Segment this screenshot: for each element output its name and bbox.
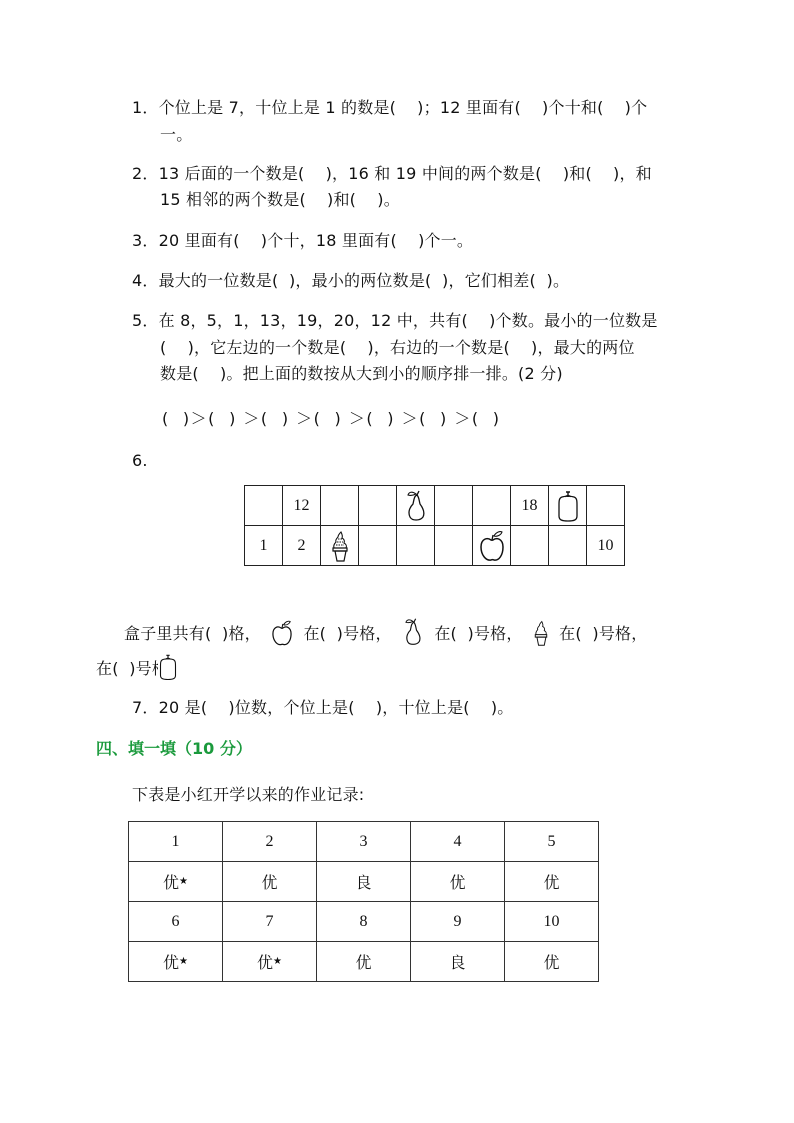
question-6-sentence-line-2 — [96, 652, 182, 682]
pepper-icon — [158, 652, 178, 682]
record-number-cell: 1 — [129, 822, 223, 862]
grade-text: 优 — [355, 953, 372, 972]
question-6-label: 6. — [132, 451, 148, 470]
apple-icon — [270, 619, 294, 647]
record-grade-row — [129, 862, 599, 902]
grid-cell — [473, 486, 511, 526]
ice-cream-icon — [532, 619, 550, 647]
record-number-cell: 5 — [505, 822, 599, 862]
question-5-line-3: 数是( )。把上面的数按从大到小的顺序排一排。(2 分) — [160, 364, 563, 383]
grade-text: 良 — [449, 953, 466, 972]
record-number-cell: 6 — [129, 902, 223, 942]
pear-icon — [403, 489, 429, 523]
record-number-cell: 4 — [411, 822, 505, 862]
grid-cell — [549, 526, 587, 566]
pepper-icon — [556, 489, 580, 523]
grid-cell: 10 — [587, 526, 625, 566]
grade-text: 优 — [163, 953, 180, 972]
question-1-line-2: 一。 — [160, 125, 193, 144]
question-3: 3．20 里面有( )个十，18 里面有( )个一。 — [132, 231, 474, 250]
grade-text: 优 — [163, 873, 180, 892]
star-icon: ★ — [179, 876, 188, 887]
number-box-grid — [244, 485, 625, 566]
grid-cell: 18 — [511, 486, 549, 526]
record-grade-cell — [505, 942, 599, 982]
grid-cell — [245, 486, 283, 526]
pepper-position-blank-text: 在( )号格 — [96, 659, 169, 678]
record-grade-row — [129, 942, 599, 982]
grade-text: 优 — [449, 873, 466, 892]
record-grade-cell — [129, 862, 223, 902]
star-icon: ★ — [179, 956, 188, 967]
grade-text: 优 — [543, 953, 560, 972]
record-number-cell: 2 — [223, 822, 317, 862]
grid-row-1 — [245, 486, 625, 526]
question-1-line-1: 1．个位上是 7，十位上是 1 的数是( )；12 里面有( )个十和( )个 — [132, 98, 648, 117]
apple-position-blank-text: 在( )号格， — [303, 624, 392, 643]
grid-cell — [359, 526, 397, 566]
question-4: 4．最大的一位数是( )，最小的两位数是( )，它们相差( )。 — [132, 271, 570, 290]
record-number-cell: 9 — [411, 902, 505, 942]
record-grade-cell — [505, 862, 599, 902]
grid-cell — [397, 486, 435, 526]
grid-cell — [435, 526, 473, 566]
question-6-sentence-line-1 — [124, 617, 647, 647]
record-grade-cell — [223, 862, 317, 902]
record-number-cell: 10 — [505, 902, 599, 942]
grid-cell — [587, 486, 625, 526]
grid-cell — [359, 486, 397, 526]
question-5-order-line: ( )＞( ) ＞( ) ＞( ) ＞( ) ＞( ) ＞( ) — [162, 409, 501, 428]
grid-cell — [511, 526, 549, 566]
grid-cell — [435, 486, 473, 526]
grid-row-2 — [245, 526, 625, 566]
section-4-intro: 下表是小红开学以来的作业记录: — [132, 785, 365, 804]
record-grade-cell — [411, 942, 505, 982]
pear-icon — [401, 617, 425, 647]
grid-cell — [397, 526, 435, 566]
ice-cream-position-blank-text: 在( )号格， — [559, 624, 648, 643]
grade-text: 优 — [543, 873, 560, 892]
record-grade-cell — [317, 862, 411, 902]
question-2-line-2: 15 相邻的两个数是( )和( )。 — [160, 190, 400, 209]
record-grade-cell — [411, 862, 505, 902]
record-number-cell: 8 — [317, 902, 411, 942]
grid-cell — [321, 486, 359, 526]
grid-cell — [549, 486, 587, 526]
grid-cell — [321, 526, 359, 566]
record-grade-cell — [223, 942, 317, 982]
section-4-heading: 四、填一填（10 分） — [96, 739, 252, 758]
question-2-line-1: 2．13 后面的一个数是( )，16 和 19 中间的两个数是( )和( )，和 — [132, 164, 652, 183]
box-count-blank-text: 盒子里共有( )格， — [124, 624, 261, 643]
grid-cell: 12 — [283, 486, 321, 526]
grid-cell: 1 — [245, 526, 283, 566]
apple-icon — [478, 529, 506, 563]
grid-cell — [473, 526, 511, 566]
pear-position-blank-text: 在( )号格， — [434, 624, 523, 643]
question-7: 7．20 是( )位数，个位上是( )，十位上是( )。 — [132, 698, 514, 717]
record-number-row — [129, 902, 599, 942]
grid-cell: 2 — [283, 526, 321, 566]
grade-text: 良 — [355, 873, 372, 892]
homework-record-table — [128, 821, 599, 982]
question-5-line-2: ( )，它左边的一个数是( )，右边的一个数是( )，最大的两位 — [160, 338, 635, 357]
record-number-cell: 3 — [317, 822, 411, 862]
record-grade-cell — [129, 942, 223, 982]
grade-text: 优 — [261, 873, 278, 892]
grade-text: 优 — [257, 953, 274, 972]
record-number-cell: 7 — [223, 902, 317, 942]
record-number-row — [129, 822, 599, 862]
question-5-line-1: 5．在 8，5，1，13，19，20，12 中，共有( )个数。最小的一位数是 — [132, 311, 658, 330]
ice-cream-icon — [329, 529, 351, 563]
record-grade-cell — [317, 942, 411, 982]
star-icon: ★ — [273, 956, 282, 967]
